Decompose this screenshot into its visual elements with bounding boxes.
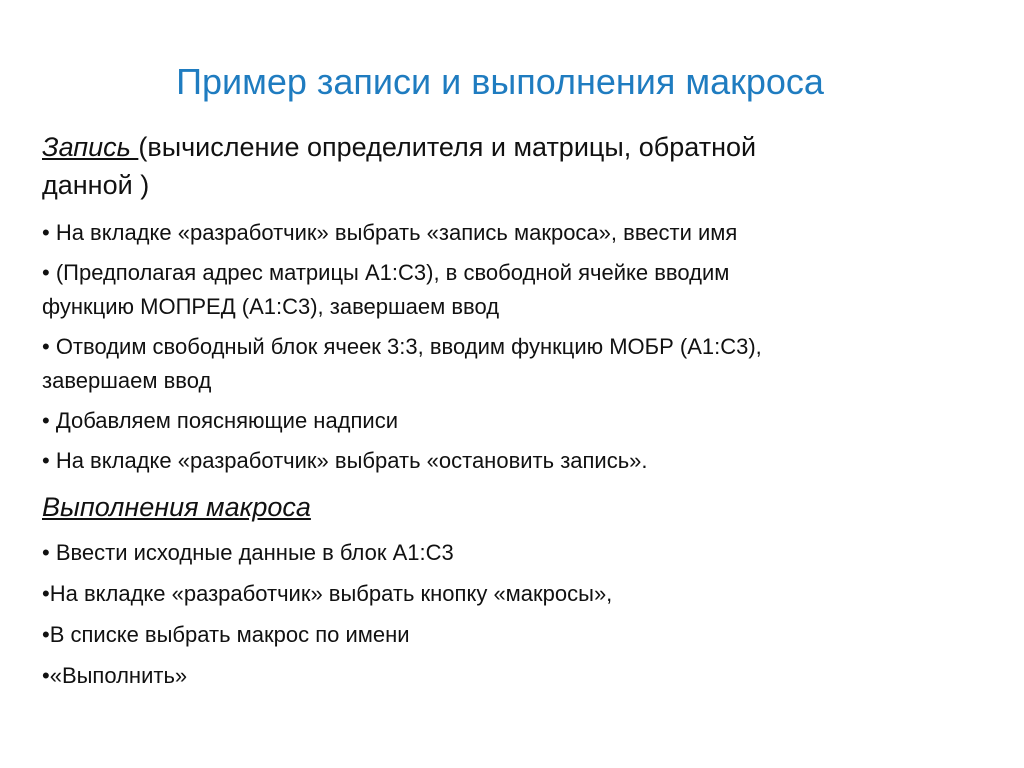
- list-item: •«Выполнить»: [42, 663, 188, 688]
- heading-rest-text: (вычисление определителя и матрицы, обратной: [138, 132, 757, 162]
- list-item: • На вкладке «разработчик» выбрать «остановить запись».: [42, 448, 648, 473]
- list-item: • (Предполагая адрес матрицы А1:С3), в свободной ячейке вводим: [42, 260, 730, 285]
- slide-title: Пример записи и выполнения макроса: [176, 61, 824, 102]
- list-item: •На вкладке «разработчик» выбрать кнопку «макросы»,: [42, 581, 613, 606]
- list-item-continuation: завершаем ввод: [42, 368, 212, 393]
- list-item: • Ввести исходные данные в блок А1:С3: [42, 540, 454, 565]
- heading-continuation-text: данной ): [42, 170, 150, 200]
- section-heading-recording: [42, 128, 942, 204]
- heading-underlined-text: Выполнения макроса: [42, 492, 311, 522]
- execution-steps-list: [42, 536, 942, 693]
- heading-underlined-text: Запись: [42, 132, 139, 162]
- list-item: •В списке выбрать макрос по имени: [42, 622, 410, 647]
- recording-steps-list: [42, 216, 942, 478]
- list-item: • На вкладке «разработчик» выбрать «запись макроса», ввести имя: [42, 220, 738, 245]
- slide-content: [42, 128, 942, 693]
- list-item: • Добавляем поясняющие надписи: [42, 408, 399, 433]
- list-item-continuation: функцию МОПРЕД (А1:С3), завершаем ввод: [42, 294, 500, 319]
- section-heading-execution: [42, 488, 942, 526]
- list-item: • Отводим свободный блок ячеек 3:3, вводим функцию МОБР (А1:С3),: [42, 334, 762, 359]
